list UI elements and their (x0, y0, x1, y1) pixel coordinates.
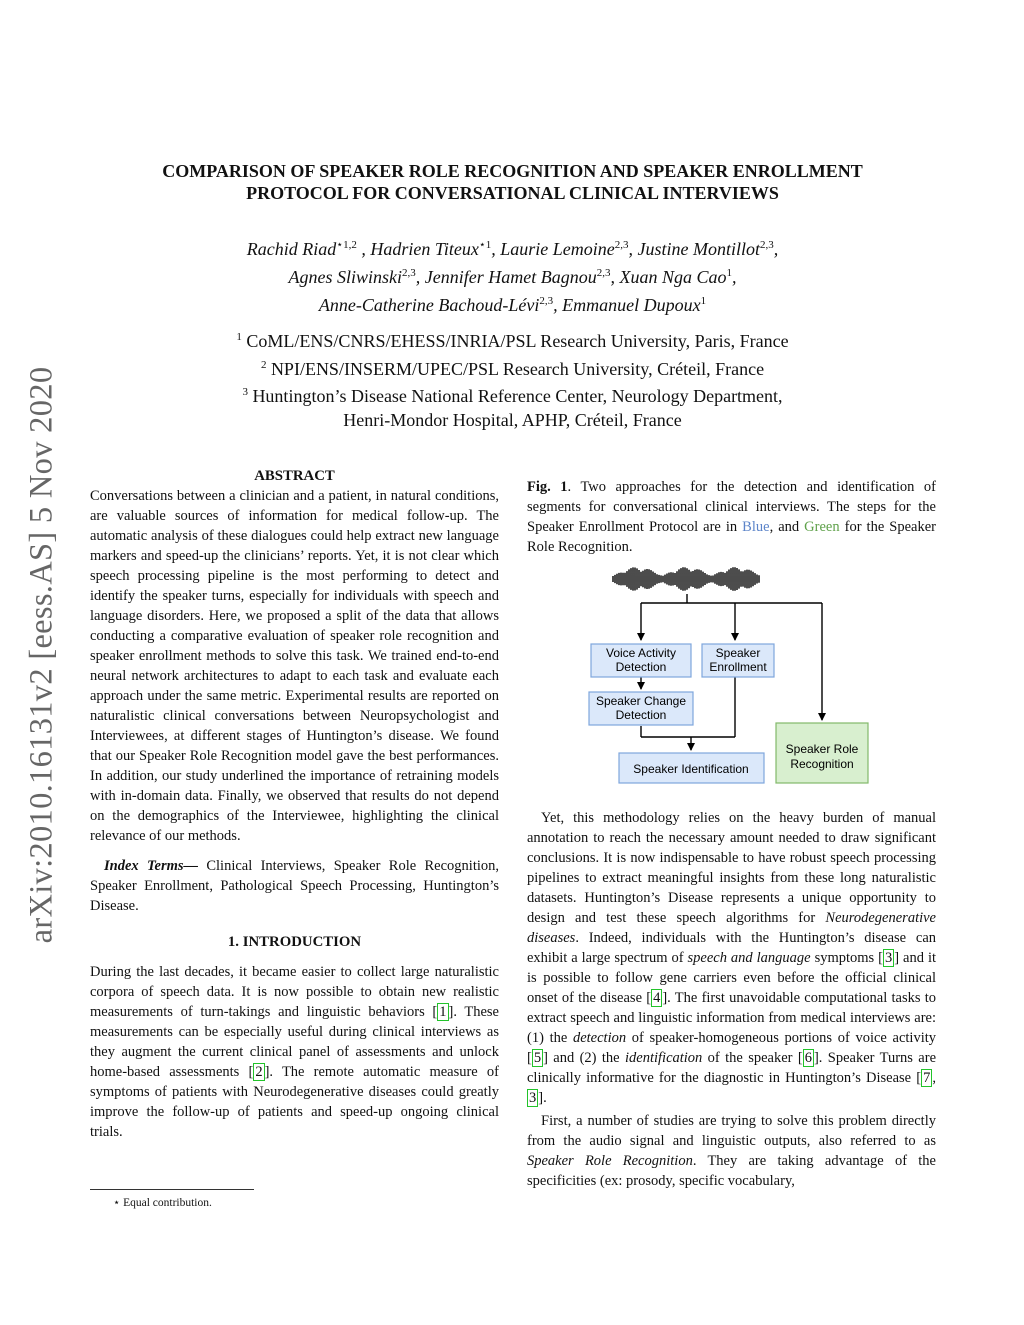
title-line-1: COMPARISON OF SPEAKER ROLE RECOGNITION AND SPEAKER ENROLLMENT (162, 161, 863, 181)
paper-title (90, 160, 935, 204)
emphasis: detection (572, 1030, 627, 1046)
index-terms-label: Index Terms— (104, 858, 199, 874)
emphasis: speech and language (687, 950, 811, 966)
audio-waveform-icon (613, 567, 759, 591)
citation-link[interactable]: 3 (529, 1090, 537, 1106)
index-terms-text: Clinical Interviews, Speaker Role Recognition, Speaker Enrollment, Pathological Speech Processing, Huntington’s Disease. (90, 858, 500, 914)
author-list (90, 233, 935, 317)
author-name: , Emmanuel Dupoux (553, 295, 701, 315)
text-run: ]. The remote automatic measure of symptoms of patients with Neurodegenerative diseases could greatly improve the follow-up of patients and speed-up ongoing clinical trials. (90, 1064, 499, 1140)
text-run: During the last decades, it became easier to collect large naturalistic corpora of speech data. It is now possible to obtain new realistic measurements of turn-takings and linguistic behaviors [ (90, 964, 499, 1020)
author-sup: 1 (726, 267, 732, 279)
author-line-1 (90, 233, 935, 261)
box-label: Speaker (715, 646, 761, 660)
abstract-heading: ABSTRACT (254, 468, 335, 484)
text-run: , and (769, 519, 805, 535)
figure-label: Fig. 1 (527, 479, 568, 495)
text-run: symptoms [ (810, 950, 883, 966)
box-label: Speaker Identification (633, 762, 749, 776)
citation-link[interactable]: 3 (885, 950, 893, 966)
text-run: , (932, 1070, 936, 1086)
text-run: Yet, this methodology relies on the heavy burden of manual annotation to reach the necessary amount needed to draw significant conclusions. It is now indispensable to have robust speech processing pipelines to extract meaningful insights from these long naturalistic datasets. Huntington’s Disease represents a unique opportunity to design and test these speech algorithms for (527, 810, 936, 926)
footnote-rule (90, 1189, 254, 1190)
author-sup: 2,3 (614, 239, 629, 251)
text-run: ]. (538, 1090, 547, 1106)
citation-link[interactable]: 1 (439, 1004, 447, 1020)
text-run: . They are taking advantage of the specificities (ex: prosody, specific vocabulary, (527, 1153, 936, 1189)
box-label: Detection (615, 708, 667, 722)
box-speaker-identification (619, 753, 764, 783)
caption-blue-word: Blue (742, 519, 770, 535)
citation-link[interactable]: 6 (804, 1050, 812, 1066)
box-label: Detection (615, 660, 667, 674)
box-speaker-enrollment (702, 644, 774, 677)
paragraph (527, 808, 936, 1108)
text-run: for the Speaker Role Recognition. (527, 519, 936, 555)
affiliation-text: NPI/ENS/INSERM/UPEC/PSL Research University, Créteil, France (266, 358, 765, 379)
author-name: , Justine Montillot (628, 239, 760, 259)
arxiv-identifier-text: arXiv:2010.16131v2 [eess.AS] 5 Nov 2020 (23, 366, 60, 944)
left-column (90, 466, 499, 1142)
text-run: of speaker-homogeneous portions of voice activity [ (527, 1030, 937, 1066)
author-line-3 (90, 289, 935, 317)
footnote: ⋆ Equal contribution. (113, 1197, 212, 1209)
affiliation-text: CoML/ENS/CNRS/EHESS/INRIA/PSL Research University, Paris, France (241, 331, 789, 351)
affiliation-number: 3 (242, 386, 248, 398)
citation-link[interactable]: 2 (255, 1064, 263, 1080)
emphasis: Speaker Role Recognition (527, 1153, 693, 1169)
text-run: ]. These measurements can be especially useful during clinical interviews as they augment the current clinical panel of assessments and unlock home-based assessments [ (90, 1004, 499, 1080)
text-run: of the speaker [ (702, 1050, 803, 1066)
affiliation-3-cont: Henri-Mondor Hospital, APHP, Créteil, France (343, 409, 682, 430)
title-line-2: PROTOCOL FOR CONVERSATIONAL CLINICAL INTERVIEWS (246, 183, 779, 203)
citation-link[interactable]: 5 (533, 1050, 542, 1066)
emphasis: Neurodegenerative diseases (527, 910, 936, 946)
index-terms (90, 856, 499, 916)
caption-green-word: Green (804, 519, 840, 535)
box-speaker-change-detection (589, 692, 693, 725)
author-name: Anne-Catherine Bachoud-Lévi (318, 295, 540, 315)
affiliation-3 (90, 381, 935, 409)
author-name: , Laurie Lemoine (491, 239, 615, 259)
caption-text (527, 477, 936, 557)
figure-caption (527, 477, 936, 557)
text-run: . Two approaches for the detection and identification of segments for conversational clinical interviews. The steps for the Speaker Enrollment Protocol are in (527, 479, 936, 535)
author-sup: 2,3 (760, 239, 774, 251)
affiliations (90, 326, 935, 432)
author-sup: ⋆1 (478, 239, 492, 251)
author-sup: 2,3 (596, 267, 611, 279)
author-separator: , (773, 239, 779, 259)
author-name: , Jennifer Hamet Bagnou (415, 267, 597, 287)
author-name: Rachid Riad (246, 239, 337, 259)
affiliation-1 (90, 326, 935, 354)
author-name: , Xuan Nga Cao (610, 267, 727, 287)
text-run: ]. Speaker Turns are clinically informative for the diagnostic in Huntington’s Disease [ (527, 1050, 937, 1086)
text-run: ]. The first unavoidable computational tasks to extract speech and linguistic information from medical interviews are: (1) the (527, 990, 937, 1046)
pipeline-diagram (527, 560, 936, 792)
box-label: Recognition (790, 757, 854, 771)
affiliation-number: 2 (260, 358, 267, 371)
emphasis: identification (624, 1050, 703, 1066)
author-name: , Hadrien Titeux (356, 239, 479, 259)
box-label: Voice Activity (605, 646, 677, 660)
arxiv-identifier (14, 348, 70, 962)
affiliation-text: Huntington’s Disease National Reference Center, Neurology Department, (247, 386, 783, 406)
box-speaker-role-recognition (776, 723, 868, 783)
box-label: Speaker Change (595, 694, 687, 708)
author-name: Agnes Sliwinski (288, 267, 402, 287)
author-separator: , (731, 267, 737, 287)
author-line-2 (90, 261, 935, 289)
author-sup: ⋆1,2 (336, 239, 357, 251)
citation-link[interactable]: 7 (923, 1070, 931, 1086)
text-run: ] and (2) the (543, 1050, 625, 1066)
intro-paragraph (90, 962, 499, 1142)
text-run: First, a number of studies are trying to solve this problem directly from the audio signal and linguistic outputs, also referred to as (527, 1113, 936, 1149)
right-column-text (527, 808, 936, 1191)
intro-heading: 1. INTRODUCTION (227, 934, 362, 950)
affiliation-number: 1 (236, 331, 242, 343)
author-sup: 2,3 (402, 267, 416, 279)
affiliation-2 (90, 354, 935, 382)
abstract-text: Conversations between a clinician and a patient, in natural conditions, are valuable sources of information for medical follow-up. The automatic analysis of these dialogues could help extract new language markers and speed-up the clinicians’ reports. Yet, it is not clear which speech processing pipeline is the most performing to detect and identify the speaker turns, especially for individuals with speech and language disorders. Here, we proposed a split of the data that allows conducting a comparative evaluation of speaker role recognition and speaker enrollment methods to solve this task. We trained end-to-end neural network architectures to adapt to each task and evaluate each approach under the same metric. Experimental results are reported on naturalistic clinical conversations between Neuropsychologist and Interviewees, at different stages of Huntington’s disease. We found that our Speaker Role Recognition model gave the best performances. In addition, our study underlined the importance of retraining models with in-domain data. Finally, we observed that results do not depend on the demographics of the Interviewee, highlighting the clinical relevance of our methods. (90, 488, 499, 844)
citation-link[interactable]: 4 (653, 990, 661, 1006)
box-label: Speaker Role (785, 742, 859, 756)
paragraph (527, 1111, 936, 1191)
text-run: . Indeed, individuals with the Huntington’s disease can exhibit a large spectrum of (527, 930, 936, 966)
box-voice-activity-detection (591, 644, 691, 677)
box-label: Enrollment (709, 660, 767, 674)
author-sup: 1 (700, 295, 707, 307)
author-sup: 2,3 (539, 295, 554, 307)
text-run: ] and it is possible to follow gene carriers even before the official clinical onset of the disease [ (527, 950, 937, 1006)
